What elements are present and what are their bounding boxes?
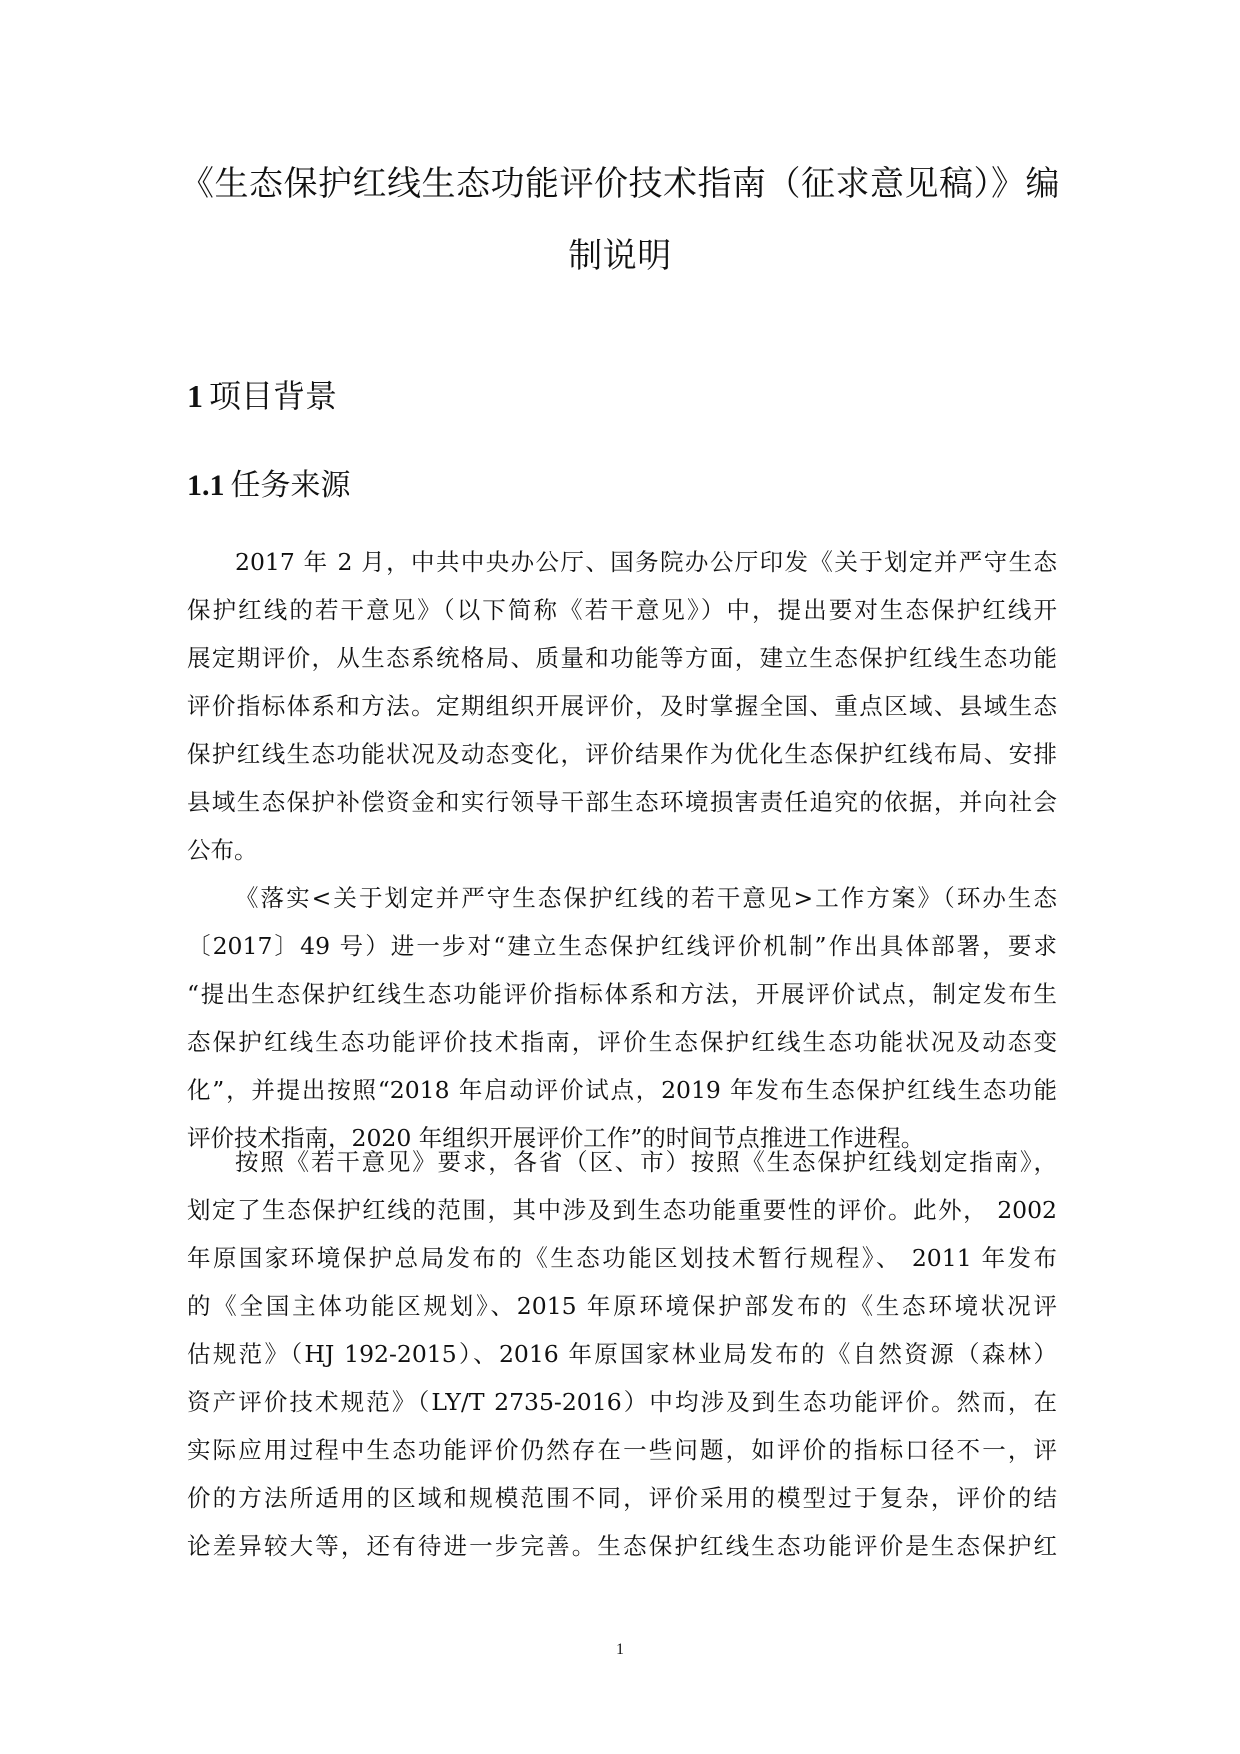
paragraph-line: 按照《若干意见》要求，各省（区、市）按照《生态保护红线划定指南》， — [235, 1148, 1057, 1176]
section-title: 项目背景 — [209, 377, 338, 415]
document-title-line-2: 制说明 — [568, 236, 672, 276]
paragraph-2 — [187, 874, 1057, 1162]
paragraph-line: 〔2017〕49 号）进一步对“建立生态保护红线评价机制”作出具体部署，要求 — [187, 932, 1057, 960]
paragraph-line: 《落实<关于划定并严守生态保护红线的若干意见>工作方案》（环办生态 — [235, 884, 1057, 912]
subsection-title: 任务来源 — [230, 468, 351, 503]
paragraph-1 — [187, 538, 1057, 874]
paragraph-line: 态保护红线生态功能评价技术指南，评价生态保护红线生态功能状况及动态变 — [187, 1028, 1057, 1056]
paragraph-line: 化”，并提出按照“2018 年启动评价试点，2019 年发布生态保护红线生态功能 — [187, 1076, 1057, 1104]
paragraph-line: 2017 年 2 月，中共中央办公厅、国务院办公厅印发《关于划定并严守生态 — [235, 548, 1057, 576]
paragraph-line: 估规范》（HJ 192-2015）、2016 年原国家林业局发布的《自然资源（森林） — [187, 1340, 1057, 1368]
document-title — [150, 148, 1090, 292]
paragraph-line: 公布。 — [187, 836, 258, 864]
paragraph-3 — [187, 1138, 1057, 1570]
paragraph-line: 评价指标体系和方法。定期组织开展评价，及时掌握全国、重点区域、县域生态 — [187, 692, 1057, 720]
paragraph-line: 保护红线生态功能状况及动态变化，评价结果作为优化生态保护红线布局、安排 — [187, 740, 1057, 768]
paragraph-line: 展定期评价，从生态系统格局、质量和功能等方面，建立生态保护红线生态功能 — [187, 644, 1057, 672]
paragraph-line: 实际应用过程中生态功能评价仍然存在一些问题，如评价的指标口径不一，评 — [187, 1436, 1057, 1464]
paragraph-line: 划定了生态保护红线的范围，其中涉及到生态功能重要性的评价。此外， 2002 — [187, 1196, 1057, 1224]
page-number: 1 — [616, 1641, 624, 1658]
paragraph-line: 资产评价技术规范》（LY/T 2735-2016）中均涉及到生态功能评价。然而，在 — [187, 1388, 1057, 1416]
paragraph-line: 论差异较大等，还有待进一步完善。生态保护红线生态功能评价是生态保护红 — [187, 1532, 1057, 1560]
paragraph-line: 的《全国主体功能区规划》、2015 年原环境保护部发布的《生态环境状况评 — [187, 1292, 1057, 1320]
section-heading-1 — [187, 372, 337, 420]
paragraph-line: 县域生态保护补偿资金和实行领导干部生态环境损害责任追究的依据，并向社会 — [187, 788, 1057, 816]
section-number: 1 — [187, 378, 203, 414]
document-title-line-1: 《生态保护红线生态功能评价技术指南（征求意见稿）》编 — [180, 164, 1060, 204]
paragraph-line: “提出生态保护红线生态功能评价指标体系和方法，开展评价试点，制定发布生 — [187, 980, 1057, 1008]
paragraph-line: 评价技术指南，2020 年组织开展评价工作”的时间节点推进工作进程。 — [187, 1124, 925, 1152]
subsection-heading-1-1 — [187, 462, 351, 510]
paragraph-line: 保护红线的若干意见》（以下简称《若干意见》）中，提出要对生态保护红线开 — [187, 596, 1057, 624]
paragraph-line: 价的方法所适用的区域和规模范围不同，评价采用的模型过于复杂，评价的结 — [187, 1484, 1057, 1512]
paragraph-line: 年原国家环境保护总局发布的《生态功能区划技术暂行规程》、 2011 年发布 — [187, 1244, 1057, 1272]
subsection-number: 1.1 — [187, 469, 225, 502]
